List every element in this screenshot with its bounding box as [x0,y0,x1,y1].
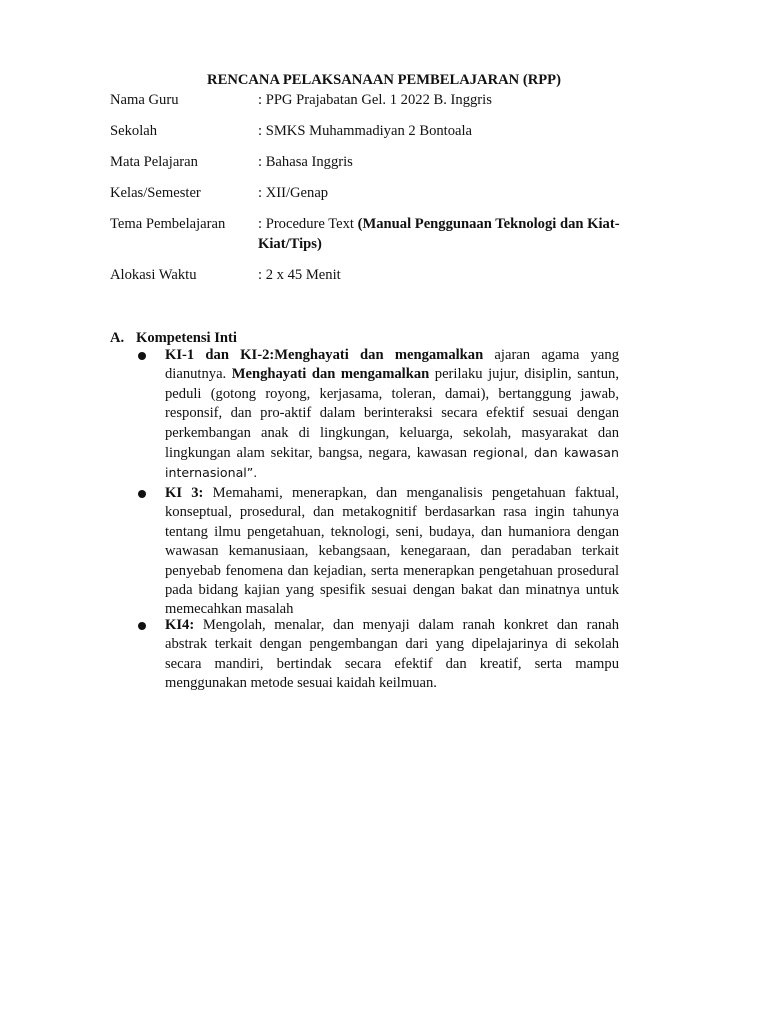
info-label: Alokasi Waktu [110,267,197,283]
bullet-icon [138,352,146,360]
info-value: : Bahasa Inggris [258,154,353,170]
list-item-text [165,484,619,620]
info-value: : SMKS Muhammadiyan 2 Bontoala [258,123,473,139]
info-label: Nama Guru [110,92,179,108]
list-item-body: regional, dan kawasan internasional”. [165,445,619,481]
list-item-bold: KI 3: [165,485,204,501]
list-item-body: Memahami, menerapkan, dan menganalisis pengetahuan faktual, konseptual, prosedural, dan metakognitif berdasarkan rasa ingin tahunya tentang ilmu pengetahuan, teknologi, seni, budaya, dan humaniora dengan wawasan kemanusiaan, kebangsaan, kenegaraan, dan peradaban terkait penyebab fenomena dan kejadian, serta menerapkan pengetahuan prosedural pada bidang kajian yang spesifik sesuai dengan bakat dan minatnya untuk memecahkan masalah [165,485,620,618]
list-item-bold: Menghayati dan mengamalkan [231,366,430,383]
list-item-bold: KI4: [165,617,195,633]
section-title: Kompetensi Inti [136,330,237,346]
section-letter: A. [110,330,125,346]
section-heading-kompetensi-inti [110,328,237,348]
document-title: RENCANA PELAKSANAAN PEMBELAJARAN (RPP) [207,72,561,88]
info-value: : 2 x 45 Menit [258,267,341,283]
list-item-body: Mengolah, menalar, dan menyaji dalam ranah konkret dan ranah abstrak terkait dengan pengembangan dari yang dipelajarinya di sekolah secara mandiri, bertindak secara efektif dan kreatif, serta mampu menggunakan metode sesuai kaidah keilmuan. [165,617,619,692]
info-label: Tema Pembelajaran [110,216,226,232]
info-label: Sekolah [110,123,158,139]
info-value: : XII/Genap [258,185,329,201]
bullet-icon [138,490,146,498]
list-item-text [165,616,619,694]
bullet-icon [138,622,146,630]
list-item-text [165,346,619,484]
info-value: : PPG Prajabatan Gel. 1 2022 B. Inggris [258,92,492,108]
info-label: Mata Pelajaran [110,154,198,170]
info-value-prefix: : Procedure Text [258,216,358,232]
info-label: Kelas/Semester [110,185,201,201]
info-value-bold: (Manual Penggunaan Teknologi dan Kiat-Kiat/Tips) [258,216,620,252]
list-item-body: ajaran agama yang dianutnya. [165,347,619,383]
info-value [258,214,658,254]
list-item-body: perilaku jujur, disiplin, santun, peduli (gotong royong, kerjasama, toleran, damai), bertanggung jawab, responsif, dan pro-aktif dalam berinteraksi secara efektif sesuai dengan perkembangan anak di lingkungan, keluarga, sekolah, masyarakat dan lingkungan alam sekitar, bangsa, negara, kawasan [165,366,619,462]
list-item-bold: KI-1 dan KI-2:Menghayati dan mengamalkan [165,347,484,363]
